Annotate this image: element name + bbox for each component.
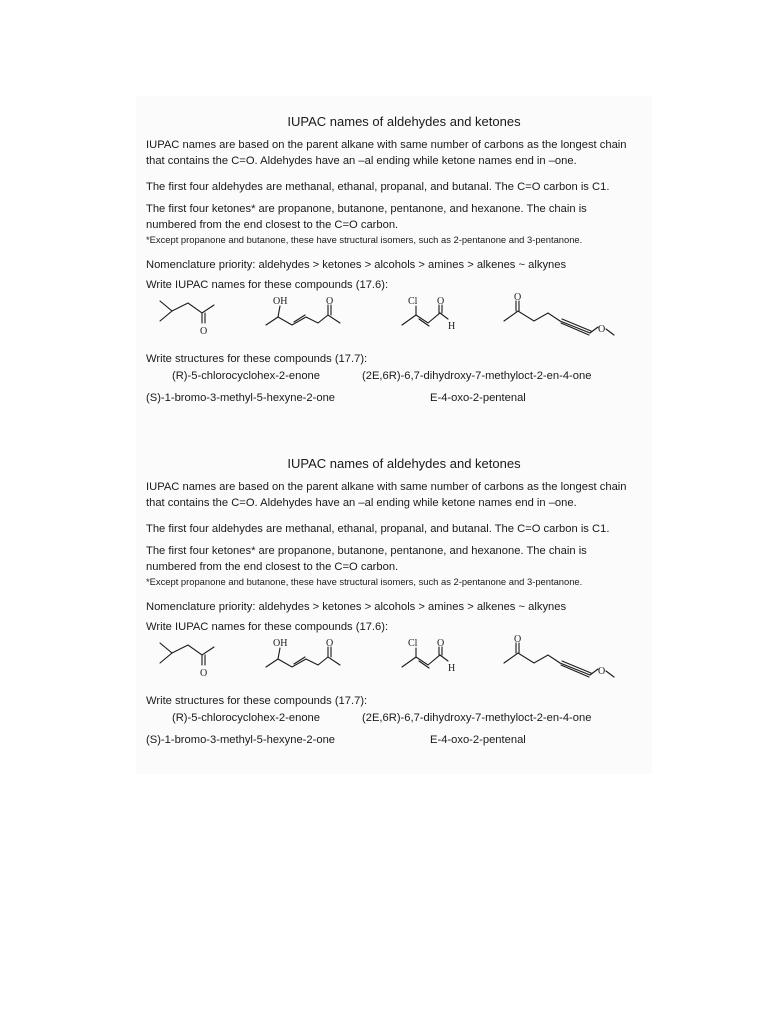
oxygen-label: O (200, 326, 208, 337)
oxygen-label: O (200, 668, 208, 679)
molecule-3 (402, 647, 448, 668)
aldehydes-paragraph: The first four aldehydes are methanal, ethanal, propanal, and butanal. The C=O carbon is C1. (146, 181, 610, 193)
molecule-structures (146, 635, 646, 693)
molecule-structures (146, 293, 646, 351)
oxygen-label: O (514, 635, 522, 645)
oxygen-label: O (326, 296, 334, 307)
molecule-row (146, 635, 646, 693)
oxygen-label: O (514, 293, 522, 303)
structures-prompt: Write structures for these compounds (17.7): (146, 695, 368, 707)
chlorine-label: Cl (408, 638, 418, 649)
worksheet-title: IUPAC names of aldehydes and ketones (287, 456, 521, 471)
oxygen-label: O (437, 296, 445, 307)
molecule-2 (266, 305, 340, 325)
structures-row-1 (146, 709, 646, 727)
intro-line-1: IUPAC names are based on the parent alkane with same number of carbons as the longest chain (146, 139, 627, 151)
aldehydes-paragraph: The first four aldehydes are methanal, ethanal, propanal, and butanal. The C=O carbon is C1. (146, 523, 610, 535)
intro-line-2: that contains the C=O. Aldehydes have an –al ending while ketone names end in –one. (146, 497, 577, 509)
hydroxyl-label: OH (273, 638, 288, 649)
names-prompt: Write IUPAC names for these compounds (17.6): (146, 621, 389, 633)
worksheet-title: IUPAC names of aldehydes and ketones (287, 114, 521, 129)
molecule-row (146, 293, 646, 351)
structures-row-1 (146, 367, 646, 385)
compound-name: E-4-oxo-2-pentenal (430, 392, 526, 404)
oxygen-label: O (598, 324, 606, 335)
compound-name: (S)-1-bromo-3-methyl-5-hexyne-2-one (146, 734, 336, 746)
compound-name: (2E,6R)-6,7-dihydroxy-7-methyloct-2-en-4-one (362, 712, 592, 724)
compound-name: (R)-5-chlorocyclohex-2-enone (172, 370, 320, 382)
ketones-line-1: The first four ketones* are propanone, butanone, pentanone, and hexanone. The chain is (146, 545, 587, 557)
ketones-line-2: numbered from the end closest to the C=O carbon. (146, 219, 399, 231)
worksheet-copy-1 (146, 113, 646, 407)
compound-name: (2E,6R)-6,7-dihydroxy-7-methyloct-2-en-4-one (362, 370, 592, 382)
ketones-line-1: The first four ketones* are propanone, butanone, pentanone, and hexanone. The chain is (146, 203, 587, 215)
nomenclature-priority: Nomenclature priority: aldehydes > ketones > alcohols > amines > alkenes ~ alkynes (146, 601, 567, 613)
oxygen-label: O (598, 666, 606, 677)
molecule-2 (266, 647, 340, 667)
structures-row-2 (146, 731, 646, 749)
structures-row-2 (146, 389, 646, 407)
worksheet-copy-2 (146, 455, 646, 749)
compound-name: E-4-oxo-2-pentenal (430, 734, 526, 746)
ketones-line-2: numbered from the end closest to the C=O carbon. (146, 561, 399, 573)
nomenclature-priority: Nomenclature priority: aldehydes > ketones > alcohols > amines > alkenes ~ alkynes (146, 259, 567, 271)
footnote: *Except propanone and butanone, these have structural isomers, such as 2-pentanone and 3-pentanone. (146, 234, 583, 245)
structures-prompt: Write structures for these compounds (17.7): (146, 353, 368, 365)
oxygen-label: O (437, 638, 445, 649)
names-prompt: Write IUPAC names for these compounds (17.6): (146, 279, 389, 291)
hydrogen-label: H (448, 321, 456, 332)
chlorine-label: Cl (408, 296, 418, 307)
compound-name: (S)-1-bromo-3-methyl-5-hexyne-2-one (146, 392, 336, 404)
footnote: *Except propanone and butanone, these have structural isomers, such as 2-pentanone and 3-pentanone. (146, 576, 583, 587)
molecule-1 (160, 643, 214, 665)
intro-line-1: IUPAC names are based on the parent alkane with same number of carbons as the longest chain (146, 481, 627, 493)
hydrogen-label: H (448, 663, 456, 674)
compound-name: (R)-5-chlorocyclohex-2-enone (172, 712, 320, 724)
hydroxyl-label: OH (273, 296, 288, 307)
molecule-3 (402, 305, 448, 326)
intro-line-2: that contains the C=O. Aldehydes have an –al ending while ketone names end in –one. (146, 155, 577, 167)
oxygen-label: O (326, 638, 334, 649)
molecule-1 (160, 301, 214, 323)
